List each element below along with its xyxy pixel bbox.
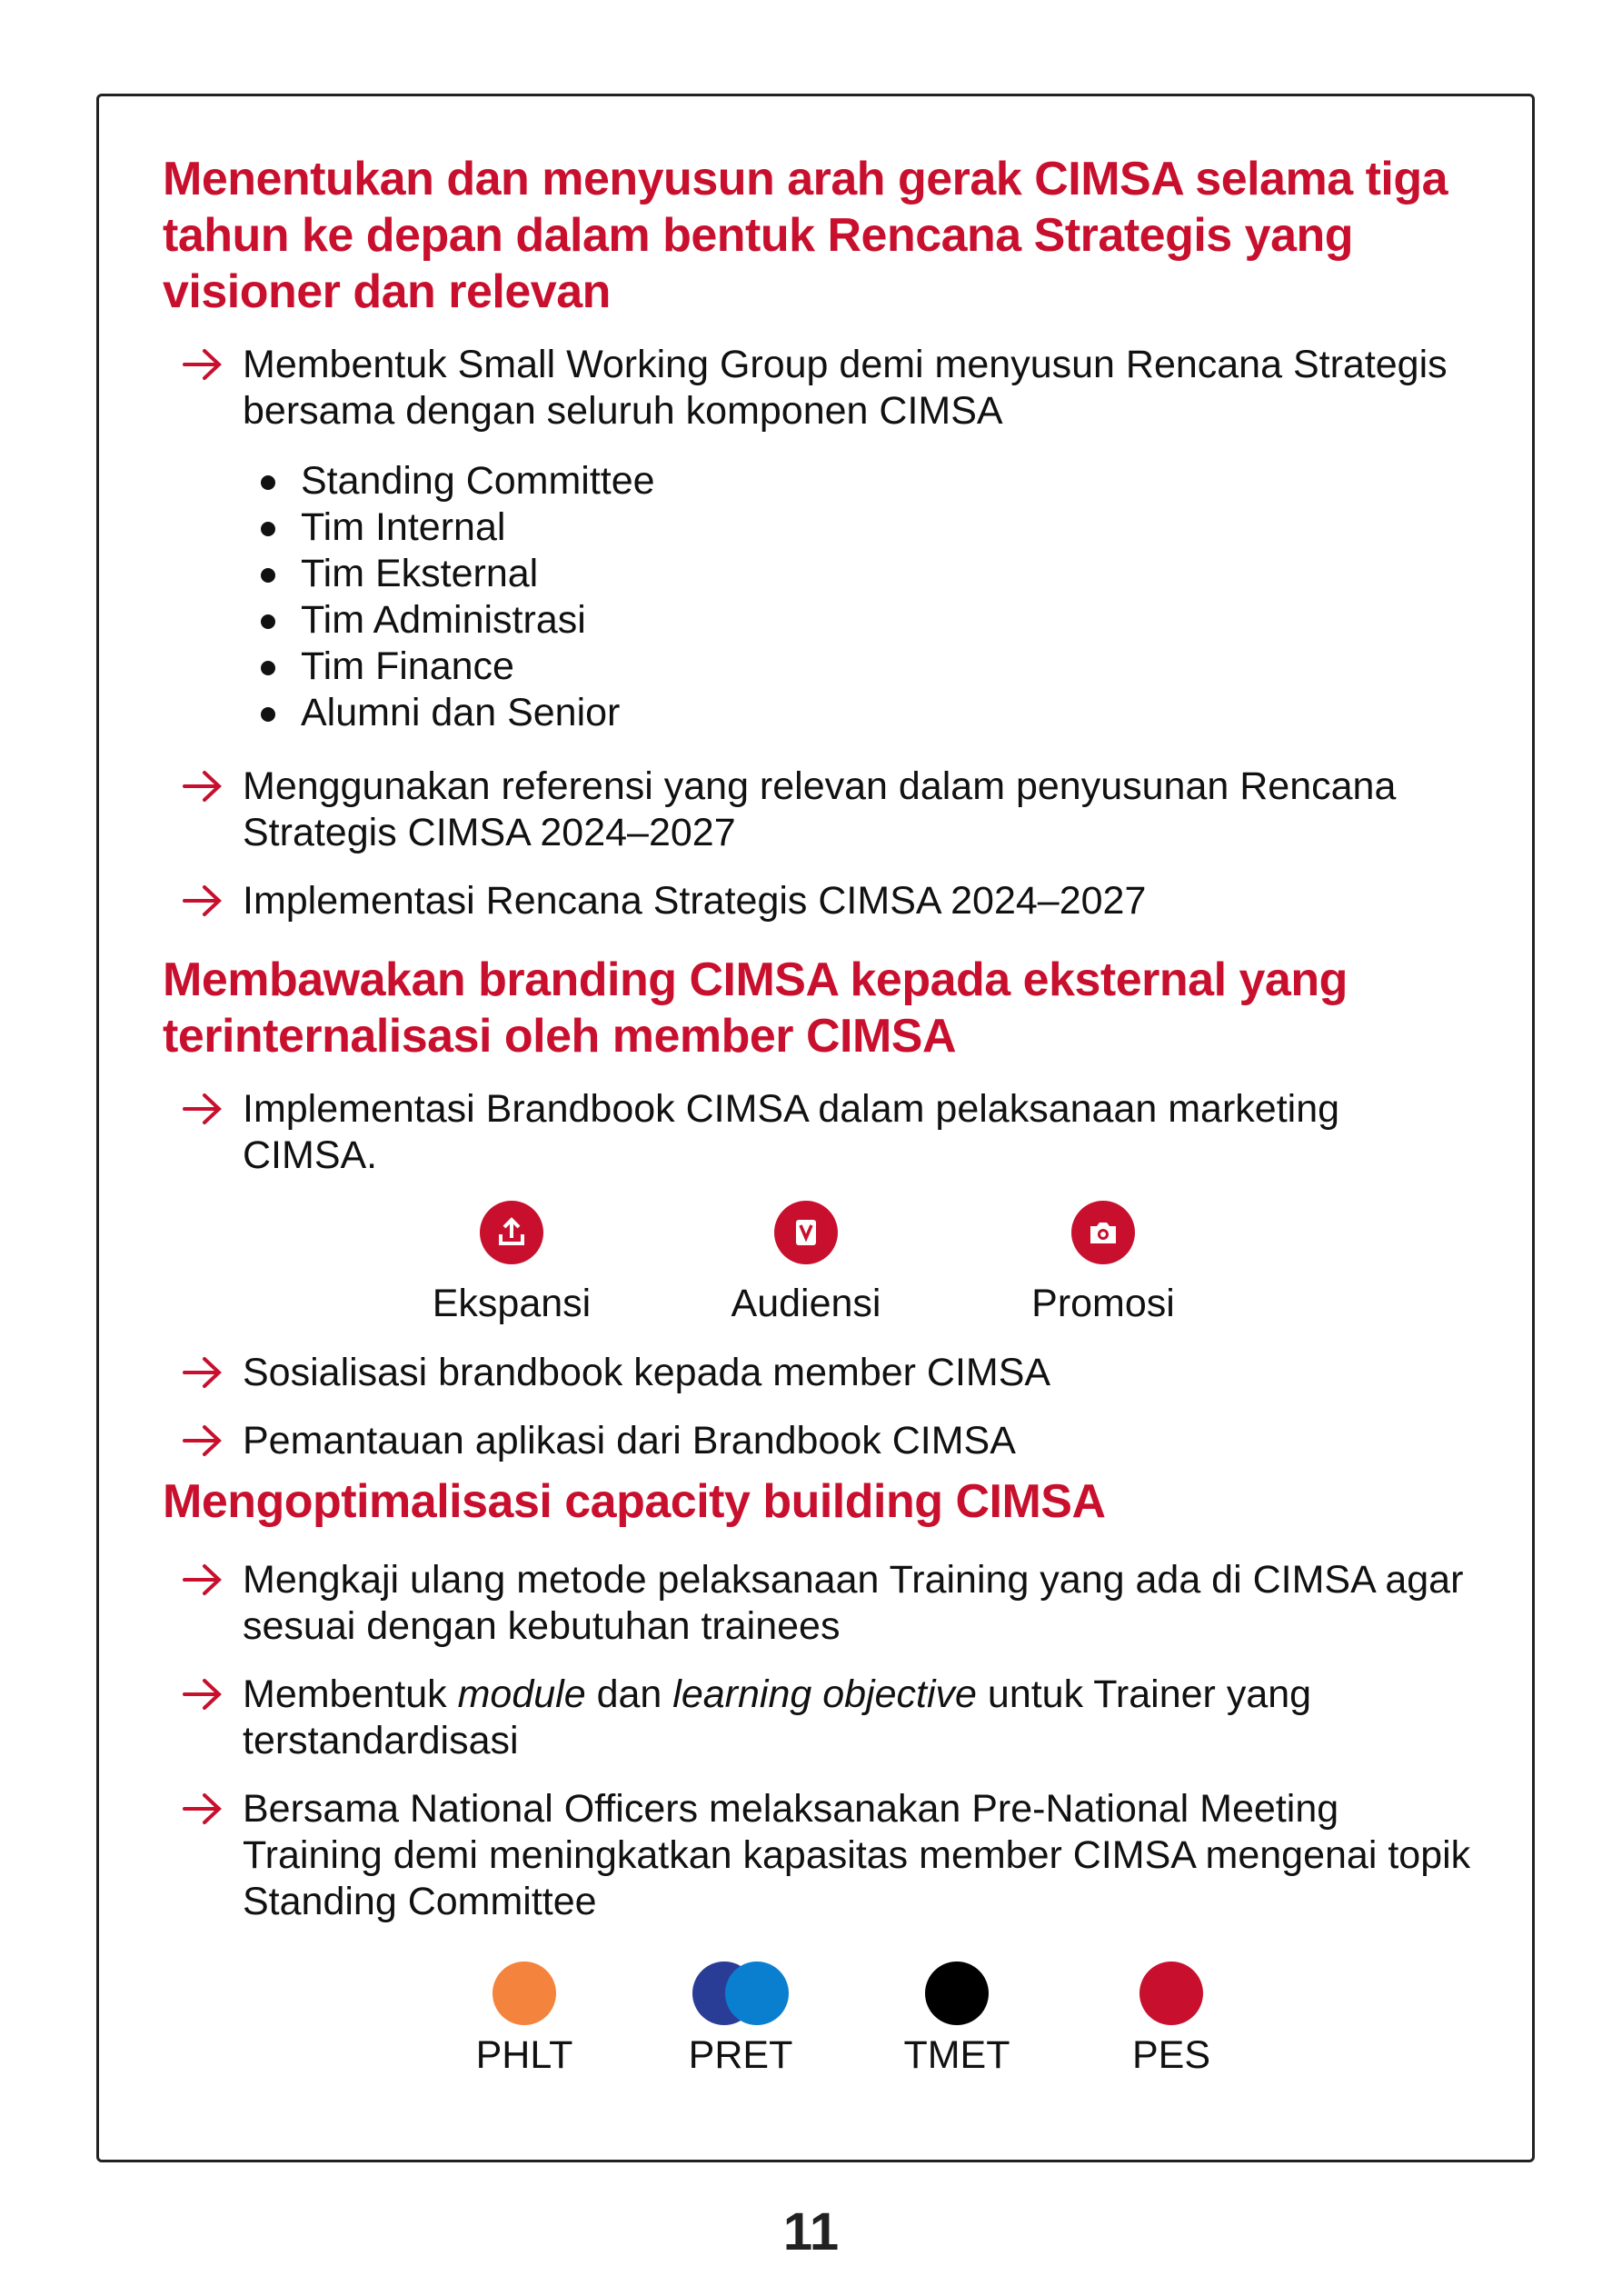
pret-dot-light — [725, 1962, 789, 2025]
committee-tmet: TMET — [866, 1962, 1048, 2079]
bullet-item: Tim Administrasi — [261, 597, 1480, 644]
arrow-right-icon — [181, 1352, 226, 1393]
arrow-right-icon — [181, 1088, 226, 1130]
section-heading-branding: Membawakan branding CIMSA kepada eksternal yang terinternalisasi oleh member CIMSA — [163, 953, 1348, 1063]
arrow-right-icon — [181, 765, 226, 807]
tmet-dot — [925, 1962, 989, 2025]
arrow-right-icon — [181, 1788, 226, 1830]
list-item: Membentuk module dan learning objective untuk Trainer yang terstandardisasi — [163, 1672, 1480, 1764]
section-heading-capacity-building: Mengoptimalisasi capacity building CIMSA — [163, 1475, 1106, 1528]
list-item: Pemantauan aplikasi dari Brandbook CIMSA — [163, 1418, 1480, 1464]
list-item: Membentuk Small Working Group demi menyusun Rencana Strategis bersama dengan seluruh komponen CIMSA — [163, 342, 1480, 434]
arrow-right-icon — [181, 344, 226, 385]
icon-item-ekspansi: Ekspansi — [412, 1201, 612, 1327]
marketing-icons — [163, 1201, 1480, 1337]
list-item: Implementasi Rencana Strategis CIMSA 2024–2027 — [163, 878, 1480, 924]
list-item: Implementasi Brandbook CIMSA dalam pelaksanaan marketing CIMSA. — [163, 1086, 1480, 1179]
arrow-right-icon — [181, 1420, 226, 1462]
icon-item-promosi: Promosi — [1003, 1201, 1203, 1327]
content — [163, 151, 1480, 2089]
bullet-item: Tim Finance — [261, 644, 1480, 690]
arrow-right-icon — [181, 1559, 226, 1601]
pret-dots — [692, 1962, 789, 2025]
list-item: Bersama National Officers melaksanakan Pre-National Meeting Training demi meningkatkan kapasitas member CIMSA mengenai topik Standing Committee — [163, 1786, 1480, 1925]
bullet-item: Tim Internal — [261, 504, 1480, 551]
committee-phlt: PHLT — [433, 1962, 615, 2079]
list-item: Mengkaji ulang metode pelaksanaan Training yang ada di CIMSA agar sesuai dengan kebutuhan trainees — [163, 1557, 1480, 1650]
committee-pret: PRET — [650, 1962, 831, 2079]
component-list — [261, 458, 1480, 736]
section-heading-strategic-plan: Menentukan dan menyusun arah gerak CIMSA selama tiga tahun ke depan dalam bentuk Rencana Strategis yang visioner dan relevan — [163, 153, 1448, 318]
committee-pes: PES — [1080, 1962, 1262, 2079]
content-frame — [96, 94, 1535, 2162]
standing-committees — [163, 1962, 1480, 2089]
phlt-dot — [493, 1962, 556, 2025]
page-number: 11 — [782, 2202, 840, 2261]
pes-dot — [1139, 1962, 1203, 2025]
upload-icon — [480, 1201, 543, 1264]
bullet-item: Alumni dan Senior — [261, 690, 1480, 736]
badge-icon — [774, 1201, 838, 1264]
list-item: Sosialisasi brandbook kepada member CIMSA — [163, 1350, 1480, 1396]
camera-icon — [1071, 1201, 1135, 1264]
bullet-item: Standing Committee — [261, 458, 1480, 504]
icon-item-audiensi: Audiensi — [706, 1201, 906, 1327]
arrow-right-icon — [181, 880, 226, 922]
list-item: Menggunakan referensi yang relevan dalam penyusunan Rencana Strategis CIMSA 2024–2027 — [163, 764, 1480, 856]
arrow-right-icon — [181, 1673, 226, 1715]
bullet-item: Tim Eksternal — [261, 551, 1480, 597]
